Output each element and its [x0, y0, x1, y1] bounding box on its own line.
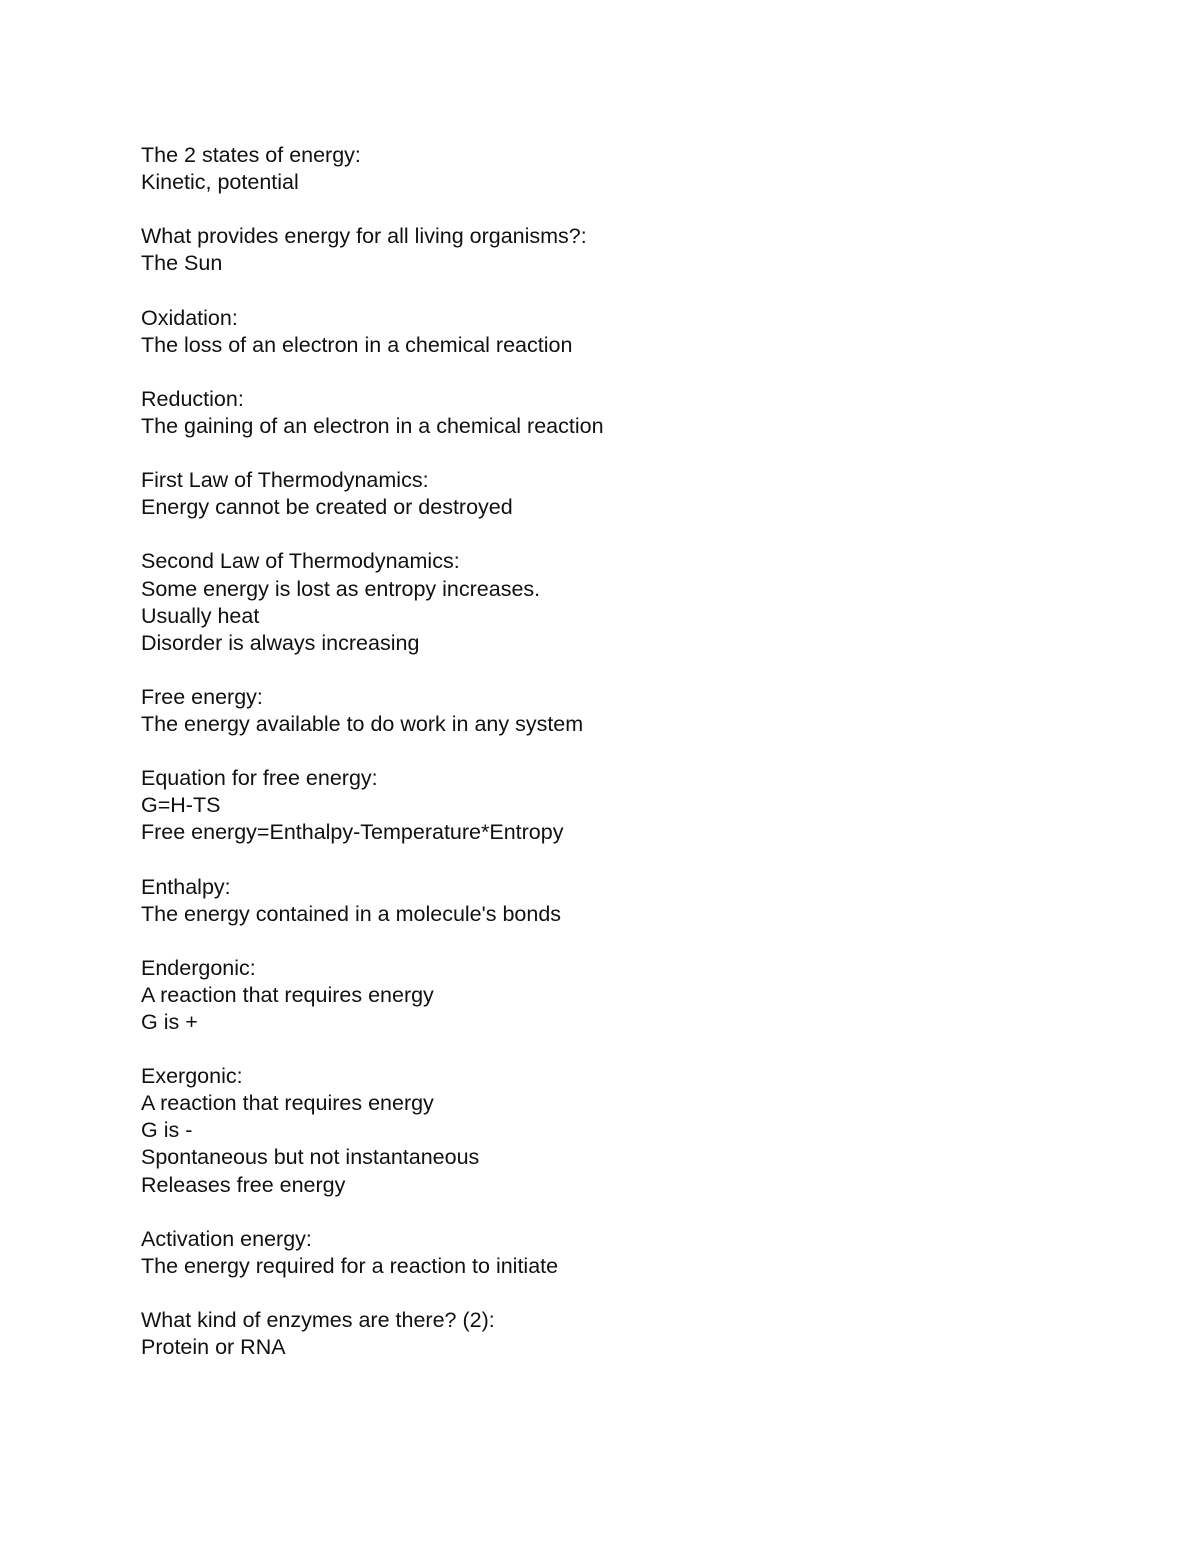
- card-reduction: [141, 386, 1141, 440]
- card-activation-energy: [141, 1226, 1141, 1280]
- card-definition-line: G is +: [141, 1010, 198, 1034]
- card-definition-line: Disorder is always increasing: [141, 630, 420, 655]
- card-enzyme-kinds: [141, 1307, 1141, 1361]
- card-definition-line: Releases free energy: [141, 1172, 346, 1197]
- card-term: Activation energy:: [141, 1226, 312, 1251]
- card-definition-line: A reaction that requires energy: [141, 1091, 434, 1116]
- card-definition-line: Spontaneous but not instantaneous: [141, 1145, 480, 1170]
- card-definition-line: The Sun: [141, 251, 223, 276]
- card-free-energy-equation: [141, 765, 1141, 846]
- card-term: The 2 states of energy:: [141, 143, 361, 167]
- card-definition-line: G=H-TS: [141, 793, 221, 818]
- card-term: Second Law of Thermodynamics:: [141, 549, 460, 574]
- card-term: First Law of Thermodynamics:: [141, 468, 429, 493]
- card-definition-line: The loss of an electron in a chemical reaction: [141, 332, 573, 357]
- card-definition-line: The energy required for a reaction to initiate: [141, 1253, 559, 1278]
- card-exergonic: [141, 1063, 1141, 1198]
- card-energy-source: [141, 223, 1141, 277]
- card-definition-line: Free energy=Enthalpy-Temperature*Entropy: [141, 820, 564, 845]
- card-states-of-energy: [141, 142, 1141, 196]
- card-definition-line: Kinetic, potential: [141, 170, 299, 195]
- card-free-energy: [141, 684, 1141, 738]
- card-term: Equation for free energy:: [141, 766, 378, 791]
- card-term: Free energy:: [141, 684, 263, 709]
- card-first-law: [141, 467, 1141, 521]
- card-definition-line: The gaining of an electron in a chemical reaction: [141, 413, 604, 438]
- card-endergonic: [141, 955, 1141, 1036]
- document-page: [141, 142, 1141, 1388]
- card-definition-line: Protein or RNA: [141, 1335, 286, 1360]
- card-definition-line: A reaction that requires energy: [141, 982, 434, 1007]
- card-oxidation: [141, 305, 1141, 359]
- card-term: Reduction:: [141, 386, 244, 411]
- card-definition-line: Energy cannot be created or destroyed: [141, 495, 513, 520]
- card-term: What kind of enzymes are there? (2):: [141, 1308, 495, 1333]
- card-term: Enthalpy:: [141, 874, 231, 899]
- card-definition-line: Some energy is lost as entropy increases.: [141, 576, 541, 601]
- card-definition-line: Usually heat: [141, 603, 260, 628]
- card-enthalpy: [141, 874, 1141, 928]
- card-term: Endergonic:: [141, 955, 256, 980]
- card-definition-line: The energy available to do work in any system: [141, 711, 584, 736]
- card-term: Oxidation:: [141, 305, 238, 330]
- card-term: Exergonic:: [141, 1064, 243, 1089]
- card-second-law: [141, 548, 1141, 656]
- card-definition-line: The energy contained in a molecule's bonds: [141, 901, 562, 926]
- card-term: What provides energy for all living organisms?:: [141, 224, 587, 249]
- card-definition-line: G is -: [141, 1118, 193, 1143]
